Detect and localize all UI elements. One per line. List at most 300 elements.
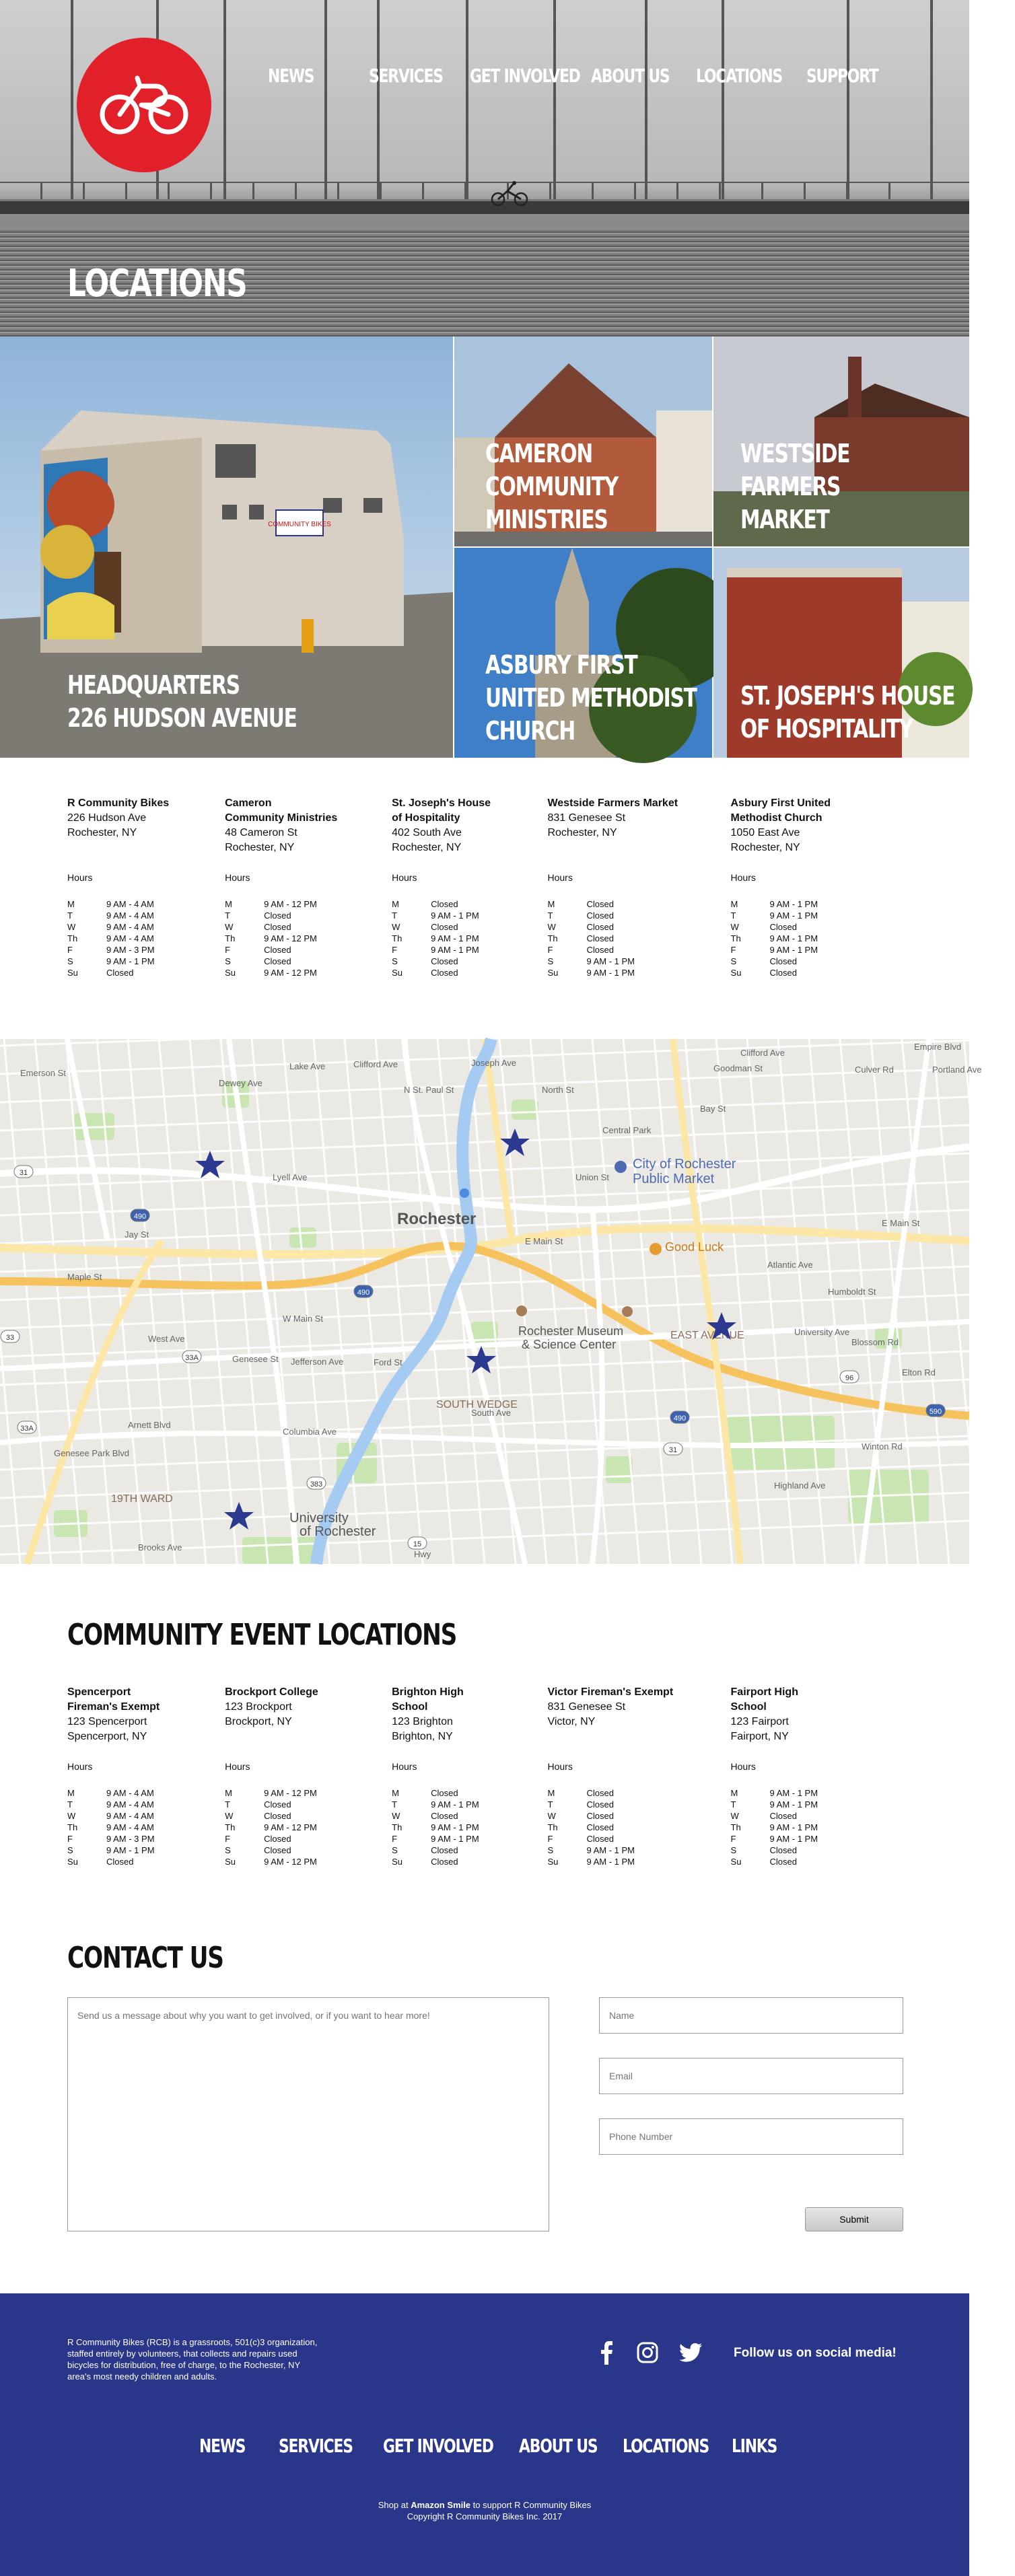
day: S: [67, 956, 73, 966]
route-number: 15: [413, 1540, 422, 1548]
event-location-name: Spencerport: [67, 1686, 131, 1698]
map-label: Ford St: [374, 1357, 403, 1367]
map-label: Arnett Blvd: [128, 1420, 171, 1430]
day: F: [225, 945, 231, 955]
hours-value: Closed: [769, 1857, 797, 1867]
day: Su: [392, 1857, 403, 1867]
hours-value: 9 AM - 1 PM: [431, 1822, 479, 1832]
map-label: Rochester Museum: [518, 1324, 624, 1338]
footer-about: R Community Bikes (RCB) is a grassroots, 501(c)3 organization, staffed entirely by volunteers, that collects and repairs used bicycles for distribution, free of charge, to the Rochester, NY area's most needy children and adults.: [67, 2337, 318, 2382]
hours-value: 9 AM - 4 AM: [106, 910, 154, 921]
event-location-name: Brighton High: [392, 1686, 464, 1698]
day: F: [67, 945, 73, 955]
day: S: [225, 956, 231, 966]
events-title: COMMUNITY EVENT LOCATIONS: [67, 1618, 457, 1652]
hours-value: 9 AM - 1 PM: [769, 1822, 818, 1832]
hours-row: [731, 1787, 818, 1799]
event-location-address: Fairport, NY: [730, 1731, 789, 1742]
shop-pre: Shop at: [378, 2500, 411, 2510]
hours-row: [225, 944, 317, 956]
hours-row: [225, 967, 317, 978]
hours-value: Closed: [106, 1857, 134, 1867]
hours-value: 9 AM - 1 PM: [431, 1834, 479, 1844]
twitter-link[interactable]: [678, 2343, 703, 2367]
main-nav: [268, 65, 880, 87]
day: M: [67, 1788, 75, 1798]
hours-value: 9 AM - 4 AM: [106, 1788, 154, 1798]
day: S: [730, 1845, 737, 1855]
instagram-icon: [637, 2342, 658, 2363]
hours-row: [392, 956, 479, 967]
map-label: Jefferson Ave: [291, 1357, 344, 1367]
hours-value: 9 AM - 3 PM: [106, 1834, 155, 1844]
day: F: [392, 1834, 398, 1844]
hours-row: [67, 1822, 155, 1833]
hours-value: Closed: [586, 1822, 614, 1832]
location-name: of Hospitality: [392, 812, 460, 824]
route-number: 33: [5, 1334, 15, 1342]
day: S: [225, 1845, 231, 1855]
location-name: Methodist Church: [730, 812, 823, 824]
event-location-name: Fairport High: [730, 1686, 798, 1698]
hours-row: [547, 956, 635, 967]
event-location-address: 123 Brockport: [225, 1701, 292, 1713]
hours-value: 9 AM - 1 PM: [769, 933, 818, 943]
locations-map[interactable]: [0, 1039, 982, 1564]
event-location-card: [731, 1685, 902, 1867]
day: Th: [392, 1822, 403, 1832]
map-label: Emerson St: [20, 1068, 66, 1078]
hours-row: [225, 1799, 317, 1810]
tile-caption: ST. JOSEPH'S HOUSE OF HOSPITALITY: [740, 681, 955, 744]
day: W: [225, 922, 234, 932]
footer-nav-get-involved[interactable]: GET INVOLVED: [383, 2435, 493, 2457]
hours-row: [392, 933, 479, 944]
day: T: [392, 1799, 398, 1810]
hours-row: [67, 956, 155, 967]
hours-row: [225, 1787, 317, 1799]
map-label: Jay St: [125, 1229, 149, 1240]
day: S: [547, 1845, 554, 1855]
day: S: [392, 1845, 398, 1855]
map-label: Joseph Ave: [471, 1058, 516, 1068]
tile-caption: ASBURY FIRST UNITED METHODIST CHURCH: [485, 650, 697, 746]
hours-value: 9 AM - 1 PM: [586, 1857, 635, 1867]
day: F: [67, 1834, 73, 1844]
footer-nav-locations[interactable]: LOCATIONS: [623, 2435, 709, 2457]
location-card: [225, 796, 392, 978]
hours-row: [67, 933, 155, 944]
event-location-name: School: [730, 1701, 767, 1713]
route-number: 31: [668, 1446, 678, 1454]
map-label: Atlantic Ave: [767, 1260, 813, 1270]
event-location-address: 831 Genesee St: [547, 1701, 626, 1713]
event-location-address: 123 Fairport: [730, 1716, 789, 1727]
hours-row: [67, 1833, 155, 1845]
hours-value: 9 AM - 1 PM: [431, 910, 479, 921]
location-gallery: [0, 336, 969, 758]
hours-row: [392, 921, 479, 933]
location-hours-label: Hours: [392, 872, 417, 883]
day: Th: [225, 1822, 236, 1832]
park-area: [289, 1227, 316, 1248]
hours-value: Closed: [586, 922, 614, 932]
day: M: [730, 899, 738, 909]
tile-st-joseph[interactable]: [713, 548, 969, 758]
hours-row: [731, 1845, 818, 1856]
hours-value: 9 AM - 1 PM: [106, 1845, 155, 1855]
event-location-address: 123 Spencerport: [67, 1716, 147, 1727]
day: Th: [225, 933, 236, 943]
day: T: [547, 910, 553, 921]
hours-table: [225, 898, 317, 978]
footer-nav-links[interactable]: LINKS: [732, 2435, 777, 2457]
hours-row: [731, 898, 818, 910]
nav-services[interactable]: SERVICES: [369, 65, 443, 87]
hours-value: Closed: [586, 945, 614, 955]
event-location-hours-label: Hours: [392, 1761, 417, 1772]
hours-value: Closed: [769, 968, 797, 978]
hours-table: [225, 1787, 317, 1867]
hours-value: 9 AM - 4 AM: [106, 933, 154, 943]
day: M: [392, 1788, 399, 1798]
location-hours-label: Hours: [225, 872, 250, 883]
nav-news[interactable]: NEWS: [268, 65, 314, 87]
location-address: Rochester, NY: [225, 842, 295, 853]
hours-value: Closed: [586, 933, 614, 943]
nav-support[interactable]: SUPPORT: [806, 65, 878, 87]
facebook-icon: [599, 2340, 614, 2365]
hours-row: [547, 1810, 635, 1822]
event-location-name: School: [392, 1701, 428, 1713]
day: Th: [547, 933, 558, 943]
map-label: Columbia Ave: [283, 1427, 337, 1437]
hours-row: [225, 1822, 317, 1833]
hours-value: Closed: [264, 1811, 291, 1821]
day: W: [67, 922, 76, 932]
day: M: [547, 1788, 555, 1798]
hours-value: Closed: [586, 910, 614, 921]
location-address: 831 Genesee St: [547, 812, 626, 824]
footer-credits: [0, 2499, 969, 2522]
hours-row: [67, 1810, 155, 1822]
instagram-link[interactable]: [637, 2342, 658, 2367]
event-location-name: Victor Fireman's Exempt: [547, 1686, 674, 1698]
hours-value: Closed: [106, 968, 134, 978]
day: Su: [225, 1857, 236, 1867]
nav-locations[interactable]: LOCATIONS: [696, 65, 783, 87]
tile-cameron[interactable]: [454, 336, 712, 546]
map-label: Public Market: [633, 1172, 715, 1186]
facebook-link[interactable]: [599, 2340, 614, 2368]
day: F: [392, 945, 398, 955]
hours-row: [731, 1822, 818, 1833]
hours-value: Closed: [264, 945, 291, 955]
map-label: Highland Ave: [774, 1480, 826, 1491]
hours-row: [225, 1810, 317, 1822]
hours-row: [731, 910, 818, 921]
footer-nav: [199, 2435, 785, 2457]
hours-value: 9 AM - 1 PM: [586, 1845, 635, 1855]
map-label: University Ave: [794, 1327, 850, 1337]
site-footer: [0, 2293, 969, 2576]
twitter-icon: [678, 2343, 703, 2363]
location-hours-label: Hours: [730, 872, 756, 883]
location-card: [731, 796, 902, 978]
map-label: University: [289, 1511, 349, 1526]
event-location-card: [67, 1685, 225, 1867]
hours-table: [392, 1787, 479, 1867]
day: T: [730, 910, 736, 921]
hours-value: 9 AM - 12 PM: [264, 968, 317, 978]
hours-table: [547, 898, 635, 978]
location-address: Rochester, NY: [392, 842, 462, 853]
location-card: [547, 796, 730, 978]
hours-value: Closed: [264, 1845, 291, 1855]
poi-pin: [622, 1306, 633, 1317]
day: Su: [730, 968, 742, 978]
cyclist-silhouette: [490, 182, 530, 206]
hours-value: 9 AM - 12 PM: [264, 1822, 317, 1832]
event-location-address: Victor, NY: [547, 1716, 596, 1727]
map-label: 19TH WARD: [111, 1493, 173, 1505]
footer-nav-news[interactable]: NEWS: [199, 2435, 246, 2457]
day: Su: [547, 1857, 559, 1867]
map-label: Bay St: [700, 1104, 726, 1114]
day: M: [547, 899, 555, 909]
day: M: [225, 1788, 232, 1798]
contact-section: [0, 1941, 969, 2293]
day: W: [730, 922, 739, 932]
route-number: 33A: [20, 1425, 34, 1433]
map-label: Lake Ave: [289, 1061, 326, 1071]
footer-nav-about-us[interactable]: ABOUT US: [519, 2435, 598, 2457]
day: M: [730, 1788, 738, 1798]
map-label: & Science Center: [522, 1338, 617, 1351]
map-label: E Main St: [882, 1218, 920, 1228]
hours-value: Closed: [586, 1834, 614, 1844]
hours-table: [731, 898, 818, 978]
hours-row: [731, 1799, 818, 1810]
hours-table: [547, 1787, 635, 1867]
day: W: [67, 1811, 76, 1821]
contact-title: CONTACT US: [67, 1941, 223, 1975]
hours-value: Closed: [769, 956, 797, 966]
tile-asbury[interactable]: [454, 548, 712, 758]
map-label: N St. Paul St: [404, 1085, 454, 1095]
day: Th: [547, 1822, 558, 1832]
hours-value: 9 AM - 4 AM: [106, 1822, 154, 1832]
page-title: LOCATIONS: [67, 262, 247, 306]
day: Th: [67, 1822, 78, 1832]
map-label: Central Park: [602, 1125, 652, 1135]
hours-value: 9 AM - 1 PM: [769, 1799, 818, 1810]
map-label: of Rochester: [300, 1524, 376, 1539]
event-location-address: Spencerport, NY: [67, 1731, 147, 1742]
park-area: [512, 1100, 538, 1120]
copyright: Copyright R Community Bikes Inc. 2017: [407, 2511, 563, 2521]
map-label: West Ave: [148, 1334, 185, 1344]
nav-get-involved[interactable]: GET INVOLVED: [470, 65, 580, 87]
day: T: [392, 910, 398, 921]
hero-banner: [0, 0, 969, 336]
hours-row: [225, 910, 317, 921]
hours-row: [392, 898, 479, 910]
hours-value: Closed: [431, 956, 458, 966]
hours-value: Closed: [586, 1811, 614, 1821]
hours-value: 9 AM - 1 PM: [586, 968, 635, 978]
location-address: Rochester, NY: [67, 827, 137, 838]
hours-value: Closed: [769, 922, 797, 932]
hours-value: 9 AM - 1 PM: [769, 899, 818, 909]
market-pin: [615, 1161, 627, 1173]
hours-row: [67, 1799, 155, 1810]
bridge-railing: [0, 182, 969, 201]
hours-value: Closed: [264, 956, 291, 966]
day: W: [730, 1811, 739, 1821]
day: T: [730, 1799, 736, 1810]
location-name: St. Joseph's House: [392, 797, 491, 809]
location-address: Rochester, NY: [730, 842, 800, 853]
message-textarea[interactable]: [67, 1997, 549, 2231]
hours-row: [67, 1845, 155, 1856]
nav-about-us[interactable]: ABOUT US: [591, 65, 670, 87]
hours-value: 9 AM - 1 PM: [769, 910, 818, 921]
route-number: 490: [133, 1213, 147, 1221]
phone-input[interactable]: [599, 2118, 903, 2155]
email-input[interactable]: [599, 2058, 903, 2094]
footer-nav-services[interactable]: SERVICES: [279, 2435, 353, 2457]
hours-row: [67, 944, 155, 956]
hours-value: Closed: [431, 1845, 458, 1855]
tile-westside[interactable]: [713, 336, 969, 546]
name-input[interactable]: [599, 1997, 903, 2034]
day: W: [392, 922, 400, 932]
hours-row: [731, 956, 818, 967]
hours-row: [67, 1856, 155, 1867]
hours-value: 9 AM - 12 PM: [264, 1857, 317, 1867]
follow-us-text: Follow us on social media!: [734, 2346, 897, 2360]
hours-value: 9 AM - 4 AM: [106, 1811, 154, 1821]
location-address: 402 South Ave: [392, 827, 462, 838]
day: F: [730, 945, 736, 955]
hours-value: Closed: [431, 968, 458, 978]
map-label: Humboldt St: [828, 1287, 876, 1297]
hours-value: 9 AM - 1 PM: [431, 945, 479, 955]
hours-row: [67, 910, 155, 921]
hours-value: 9 AM - 12 PM: [264, 1788, 317, 1798]
hours-row: [547, 944, 635, 956]
hours-value: 9 AM - 1 PM: [431, 1799, 479, 1810]
location-name: Cameron: [225, 797, 272, 809]
map-label: Lyell Ave: [273, 1172, 308, 1182]
route-number: 383: [310, 1480, 323, 1489]
hours-row: [731, 1810, 818, 1822]
hours-value: 9 AM - 1 PM: [769, 1788, 818, 1798]
hours-row: [547, 1787, 635, 1799]
map-label: Portland Ave: [932, 1065, 982, 1075]
day: Th: [67, 933, 78, 943]
submit-button[interactable]: Submit: [805, 2207, 903, 2231]
hours-value: 9 AM - 1 PM: [769, 945, 818, 955]
day: W: [225, 1811, 234, 1821]
route-number: 96: [845, 1374, 854, 1382]
hours-row: [392, 1787, 479, 1799]
hours-row: [225, 1833, 317, 1845]
location-name: Asbury First United: [730, 797, 831, 809]
tile-caption: HEADQUARTERS 226 HUDSON AVENUE: [67, 670, 297, 733]
hours-value: Closed: [431, 922, 458, 932]
event-location-name: Brockport College: [225, 1686, 318, 1698]
day: T: [67, 1799, 73, 1810]
day: M: [392, 899, 399, 909]
day: Th: [730, 1822, 741, 1832]
amazon-smile-link[interactable]: Amazon Smile: [411, 2500, 471, 2510]
event-location-hours-label: Hours: [67, 1761, 93, 1772]
map-label: Maple St: [67, 1272, 102, 1282]
hours-value: Closed: [586, 1788, 614, 1798]
day: S: [730, 956, 737, 966]
day: F: [225, 1834, 231, 1844]
hours-value: Closed: [431, 899, 458, 909]
day: S: [392, 956, 398, 966]
hours-row: [547, 898, 635, 910]
map-label: South Ave: [471, 1408, 512, 1418]
map-label: Brooks Ave: [138, 1542, 182, 1552]
hours-row: [547, 1799, 635, 1810]
location-name: Westside Farmers Market: [547, 797, 678, 809]
hours-row: [225, 956, 317, 967]
map-label: Genesee Park Blvd: [54, 1448, 130, 1458]
map-label: W Main St: [283, 1314, 323, 1324]
community-events: [0, 1564, 969, 1941]
map-label: Good Luck: [665, 1240, 724, 1254]
map-label: Winton Rd: [862, 1441, 903, 1452]
site-logo[interactable]: [77, 38, 211, 172]
day: Su: [392, 968, 403, 978]
hours-row: [392, 944, 479, 956]
hours-row: [731, 921, 818, 933]
hours-value: Closed: [264, 1799, 291, 1810]
hours-row: [392, 1822, 479, 1833]
hours-value: 9 AM - 1 PM: [431, 933, 479, 943]
hours-row: [392, 1810, 479, 1822]
hours-row: [392, 910, 479, 921]
location-hours-label: Hours: [547, 872, 573, 883]
hours-value: Closed: [769, 1845, 797, 1855]
hours-value: 9 AM - 4 AM: [106, 1799, 154, 1810]
day: M: [225, 899, 232, 909]
hours-value: 9 AM - 3 PM: [106, 945, 155, 955]
tile-headquarters[interactable]: [0, 336, 453, 758]
day: F: [547, 945, 553, 955]
location-address: 1050 East Ave: [730, 827, 800, 838]
day: Su: [225, 968, 236, 978]
hours-value: Closed: [264, 922, 291, 932]
tile-caption: WESTSIDE FARMERS MARKET: [740, 439, 850, 534]
hours-value: Closed: [431, 1857, 458, 1867]
day: W: [547, 922, 556, 932]
map-label: EAST AVENUE: [670, 1330, 744, 1341]
map-label: North St: [542, 1085, 574, 1095]
hours-row: [547, 1845, 635, 1856]
hours-row: [225, 1845, 317, 1856]
hours-value: 9 AM - 1 PM: [586, 956, 635, 966]
day: F: [547, 1834, 553, 1844]
day: Su: [67, 1857, 78, 1867]
event-location-card: [225, 1685, 392, 1867]
hours-row: [225, 933, 317, 944]
